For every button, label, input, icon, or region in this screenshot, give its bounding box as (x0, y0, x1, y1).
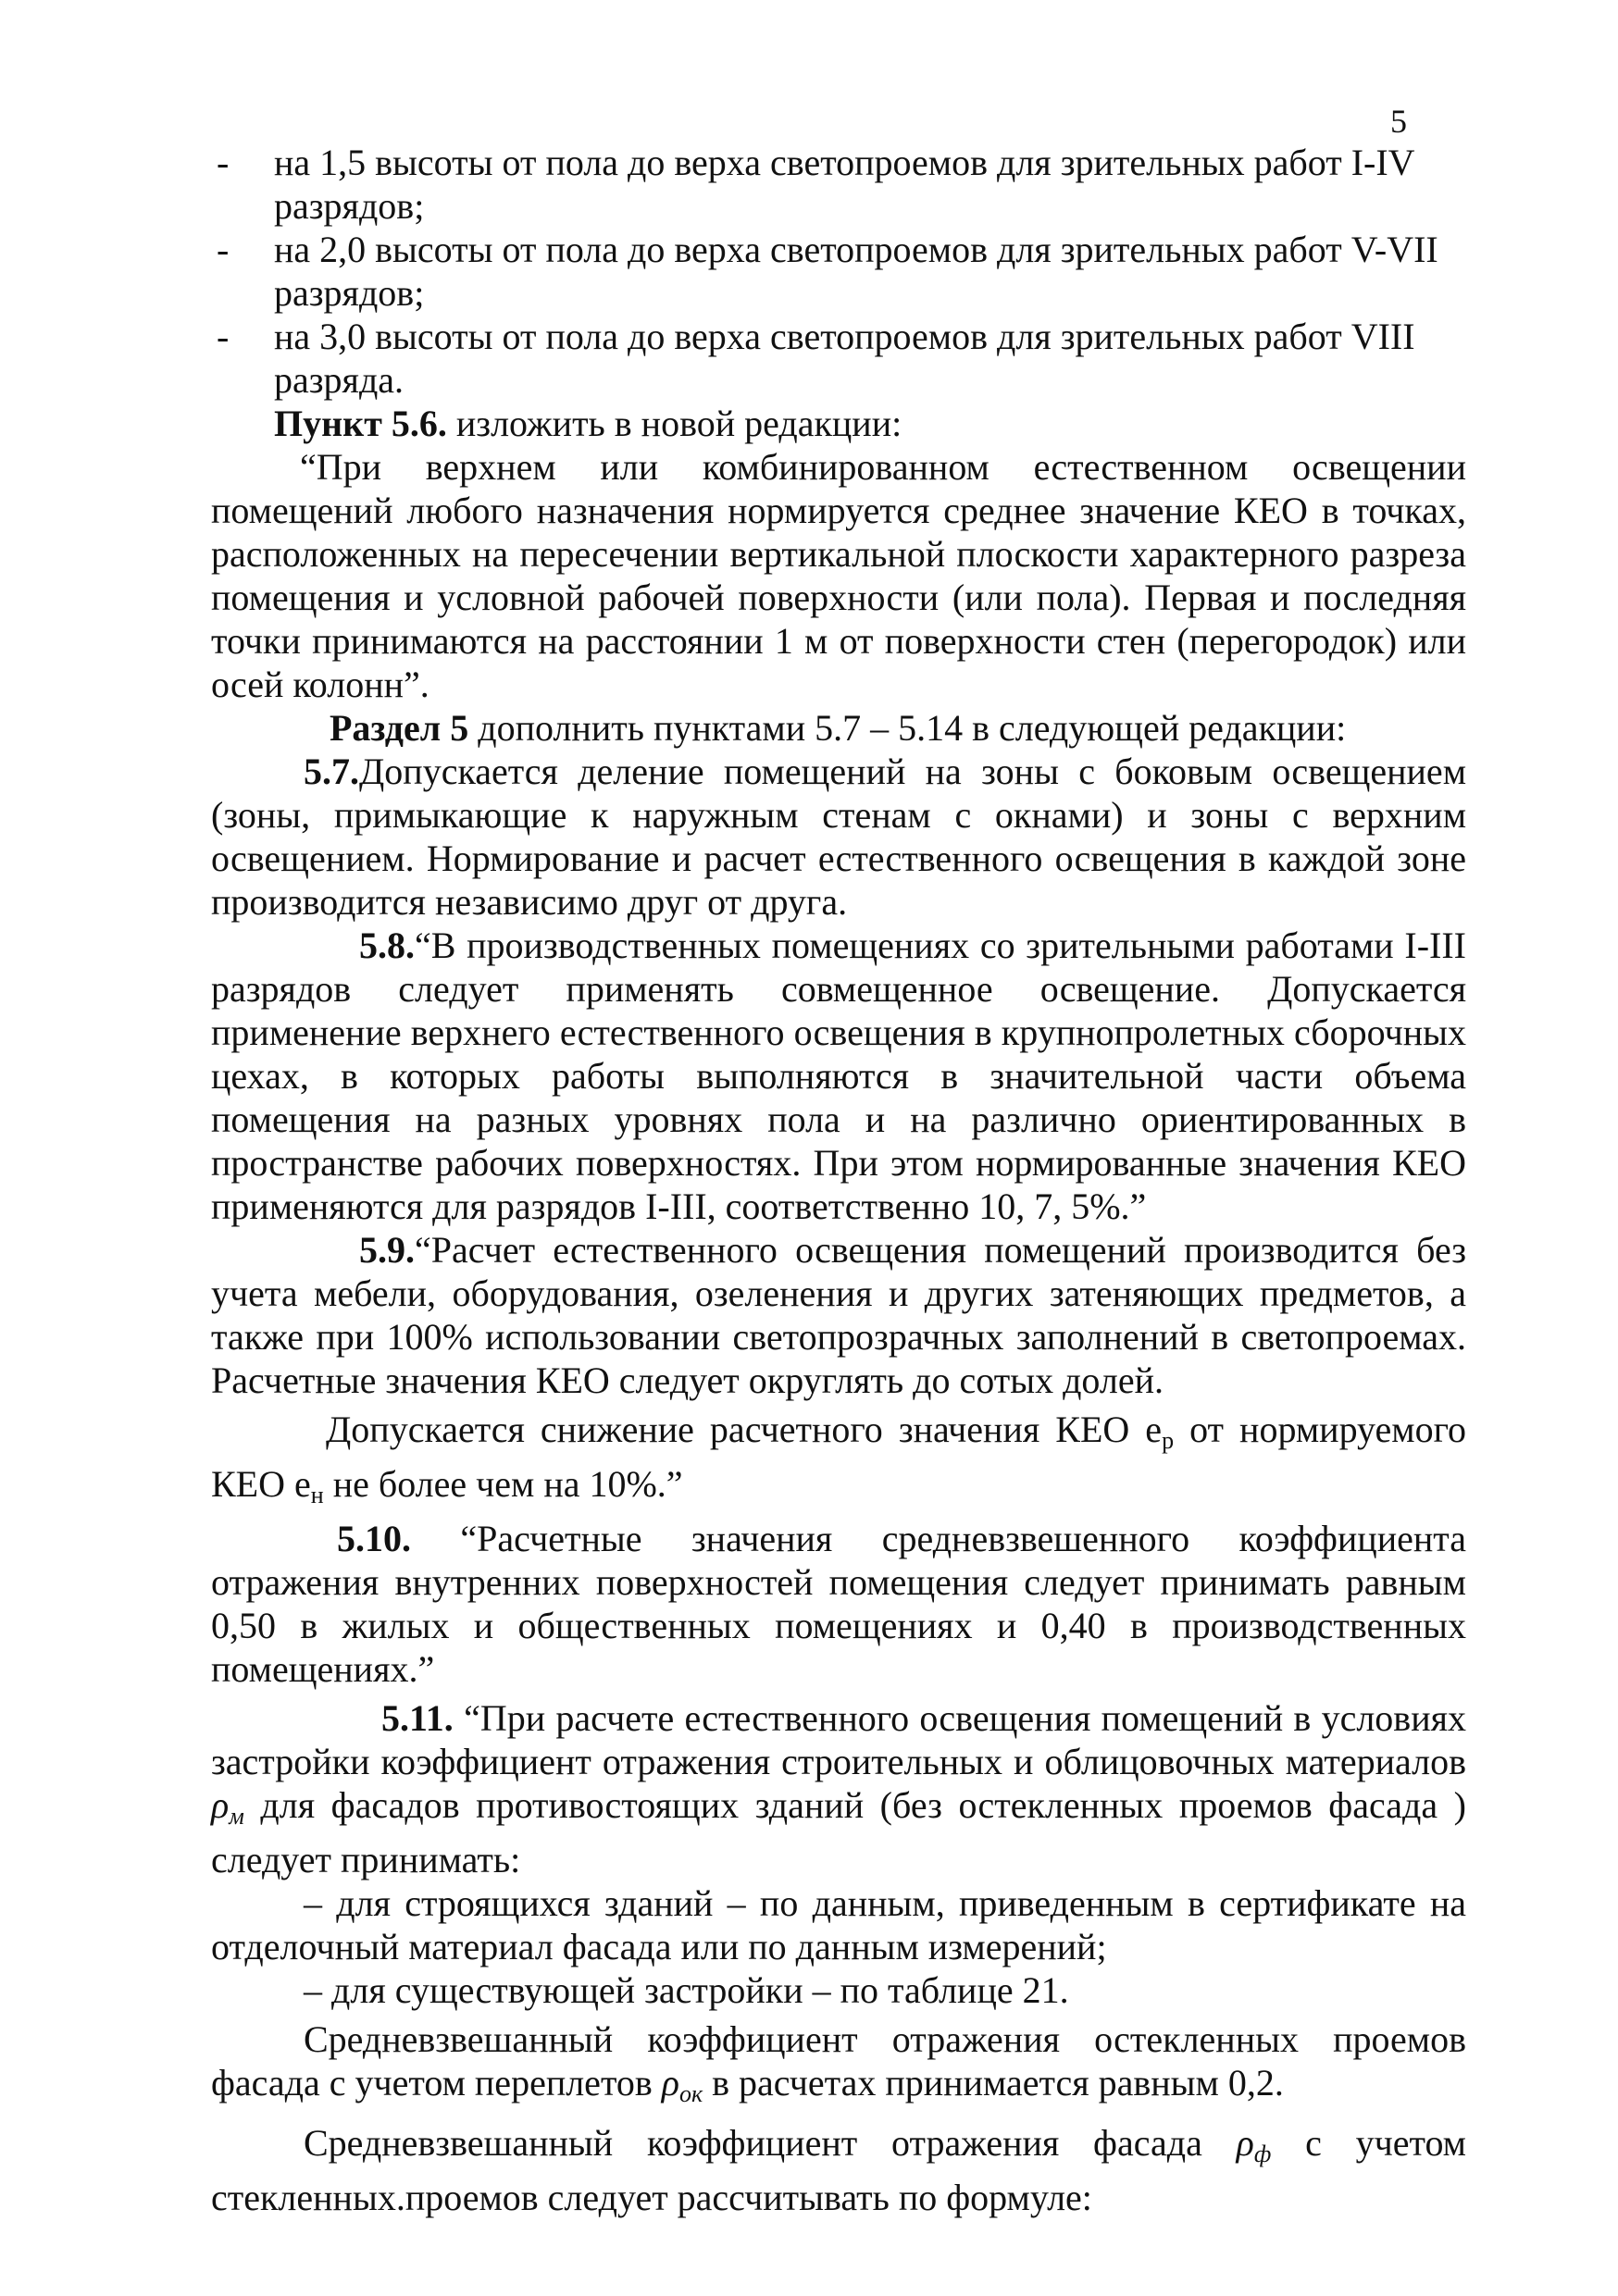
clause-5-10-text: “Расчетные значения средневзвешенного коэффициента отражения внутренних поверхностей помещения следует принимать равным 0,50 в жилых и общественных помещениях и 0,40 в производственных помещениях.” (211, 1518, 1466, 1690)
clause-5-6-intro (211, 402, 1466, 445)
section-5-rest: дополнить пунктами 5.7 – 5.14 в следующей редакции: (468, 707, 1347, 749)
list-item (217, 141, 1466, 228)
clause-5-11 (211, 1696, 1466, 1881)
height-bullet-list (217, 141, 1466, 402)
clause-5-7-text: Допускается деление помещений на зоны с боковым освещением (зоны, примыкающие к наружным стенам с окнами) и зоны с верхним освещением. Нормирование и расчет естественного освещения в каждой зоне производится независимо друг от друга. (211, 751, 1466, 923)
subscript-r: р (1162, 1427, 1175, 1454)
subscript-n: н (310, 1482, 324, 1508)
page-number: 5 (1390, 103, 1407, 140)
clause-5-6-label: Пункт 5.6. (274, 403, 447, 444)
rho-symbol: ρ (661, 2062, 679, 2104)
clause-5-9-reduction (211, 1408, 1466, 1517)
reduction-text-middle: от нормируемого КЕО е (211, 1409, 1466, 1505)
clause-5-8-label: 5.8. (359, 925, 415, 966)
clause-5-8 (211, 924, 1466, 1228)
clause-5-10 (211, 1517, 1466, 1691)
glazing-text-before: Средневзвешанный коэффициент отражения остекленных проемов фасада с учетом переплетов (211, 2018, 1466, 2104)
subscript-f: ф (1253, 2141, 1272, 2167)
reduction-text-after: не более чем на 10%.” (323, 1463, 683, 1505)
rho-symbol: ρ (1236, 2122, 1254, 2164)
bullet-dash: - (217, 316, 230, 357)
list-item-text: на 3,0 высоты от пола до верха светопроемов для зрительных работ VIII разряда. (274, 316, 1415, 401)
clause-5-8-text: “В производственных помещениях со зрительными работами I-III разрядов следует применять совмещенное освещение. Допускается применение верхнего естественного освещения в крупнопролетных сборочных цехах, в которых работы выполняются в значительной части объема помещения на разных уровнях пола и на различно ориентированных в пространстве рабочих поверхностях. При этом нормированные значения КЕО применяются для разрядов I-III, соответственно 10, 7, 5%.” (211, 925, 1466, 1227)
list-item (217, 315, 1466, 402)
clause-5-10-label: 5.10. (337, 1518, 411, 1559)
clause-5-6-quote: “При верхнем или комбинированном естественном освещении помещений любого назначения нормируется среднее значение КЕО в точках, расположенных на пересечении вертикальной плоскости характерного разреза помещения и условной рабочей поверхности (или пола). Первая и последняя точки принимаются на расстоянии 1 м от поверхности стен (перегородок) или осей колонн”. (211, 446, 1466, 705)
glazing-text-after: в расчетах принимается равным 0,2. (703, 2062, 1284, 2104)
clause-5-9-text: “Расчет естественного освещения помещений производится без учета мебели, оборудования, озеленения и других затеняющих предметов, а также при 100% использовании светопрозрачных заполнений в светопроемах. Расчетные значения КЕО следует округлять до сотых долей. (211, 1229, 1466, 1401)
clause-5-6-rest: изложить в новой редакции: (446, 403, 902, 444)
text-column (211, 141, 1466, 2219)
list-item (217, 228, 1466, 315)
facade-text-before: Средневзвешанный коэффициент отражения фасада (304, 2122, 1237, 2164)
list-item: – для существующей застройки – по таблице 21. (304, 1969, 1069, 2011)
list-item: – для строящихся зданий – по данным, приведенным в сертификате на отделочный материал фасада или по данным измерений; (211, 1882, 1466, 1967)
list-item-text: на 2,0 высоты от пола до верха светопроемов для зрительных работ V-VII разрядов; (274, 229, 1438, 314)
clause-5-9-label: 5.9. (359, 1229, 415, 1271)
clause-5-11-text-before: “При расчете естественного освещения помещений в условиях застройки коэффициент отражения строительных и облицовочных материалов (211, 1697, 1466, 1782)
bullet-dash: - (217, 229, 230, 270)
clause-5-7 (211, 750, 1466, 924)
clause-5-9 (211, 1228, 1466, 1402)
clause-5-11-label: 5.11. (381, 1697, 454, 1739)
section-5-intro (211, 706, 1466, 750)
reduction-text-before: Допускается снижение расчетного значения КЕО е (326, 1409, 1163, 1450)
rho-symbol: ρ (211, 1784, 230, 1826)
subscript-ok: ок (678, 2080, 703, 2107)
subscript-m: м (229, 1803, 244, 1830)
list-item-text: на 1,5 высоты от пола до верха светопроемов для зрительных работ I-IV разрядов; (274, 142, 1414, 227)
reflection-source-list (211, 1881, 1466, 2012)
clause-5-7-label: 5.7. (304, 751, 359, 792)
section-5-label: Раздел 5 (330, 707, 469, 749)
glazing-reflection-paragraph (211, 2017, 1466, 2116)
facade-text-after: с учетом стекленных.проемов следует рассчитывать по формуле: (211, 2122, 1466, 2218)
facade-reflection-paragraph (211, 2121, 1466, 2219)
bullet-dash: - (217, 142, 230, 183)
clause-5-11-text-after: для фасадов противостоящих зданий (без остекленных проемов фасада ) следует принимать: (211, 1784, 1466, 1880)
